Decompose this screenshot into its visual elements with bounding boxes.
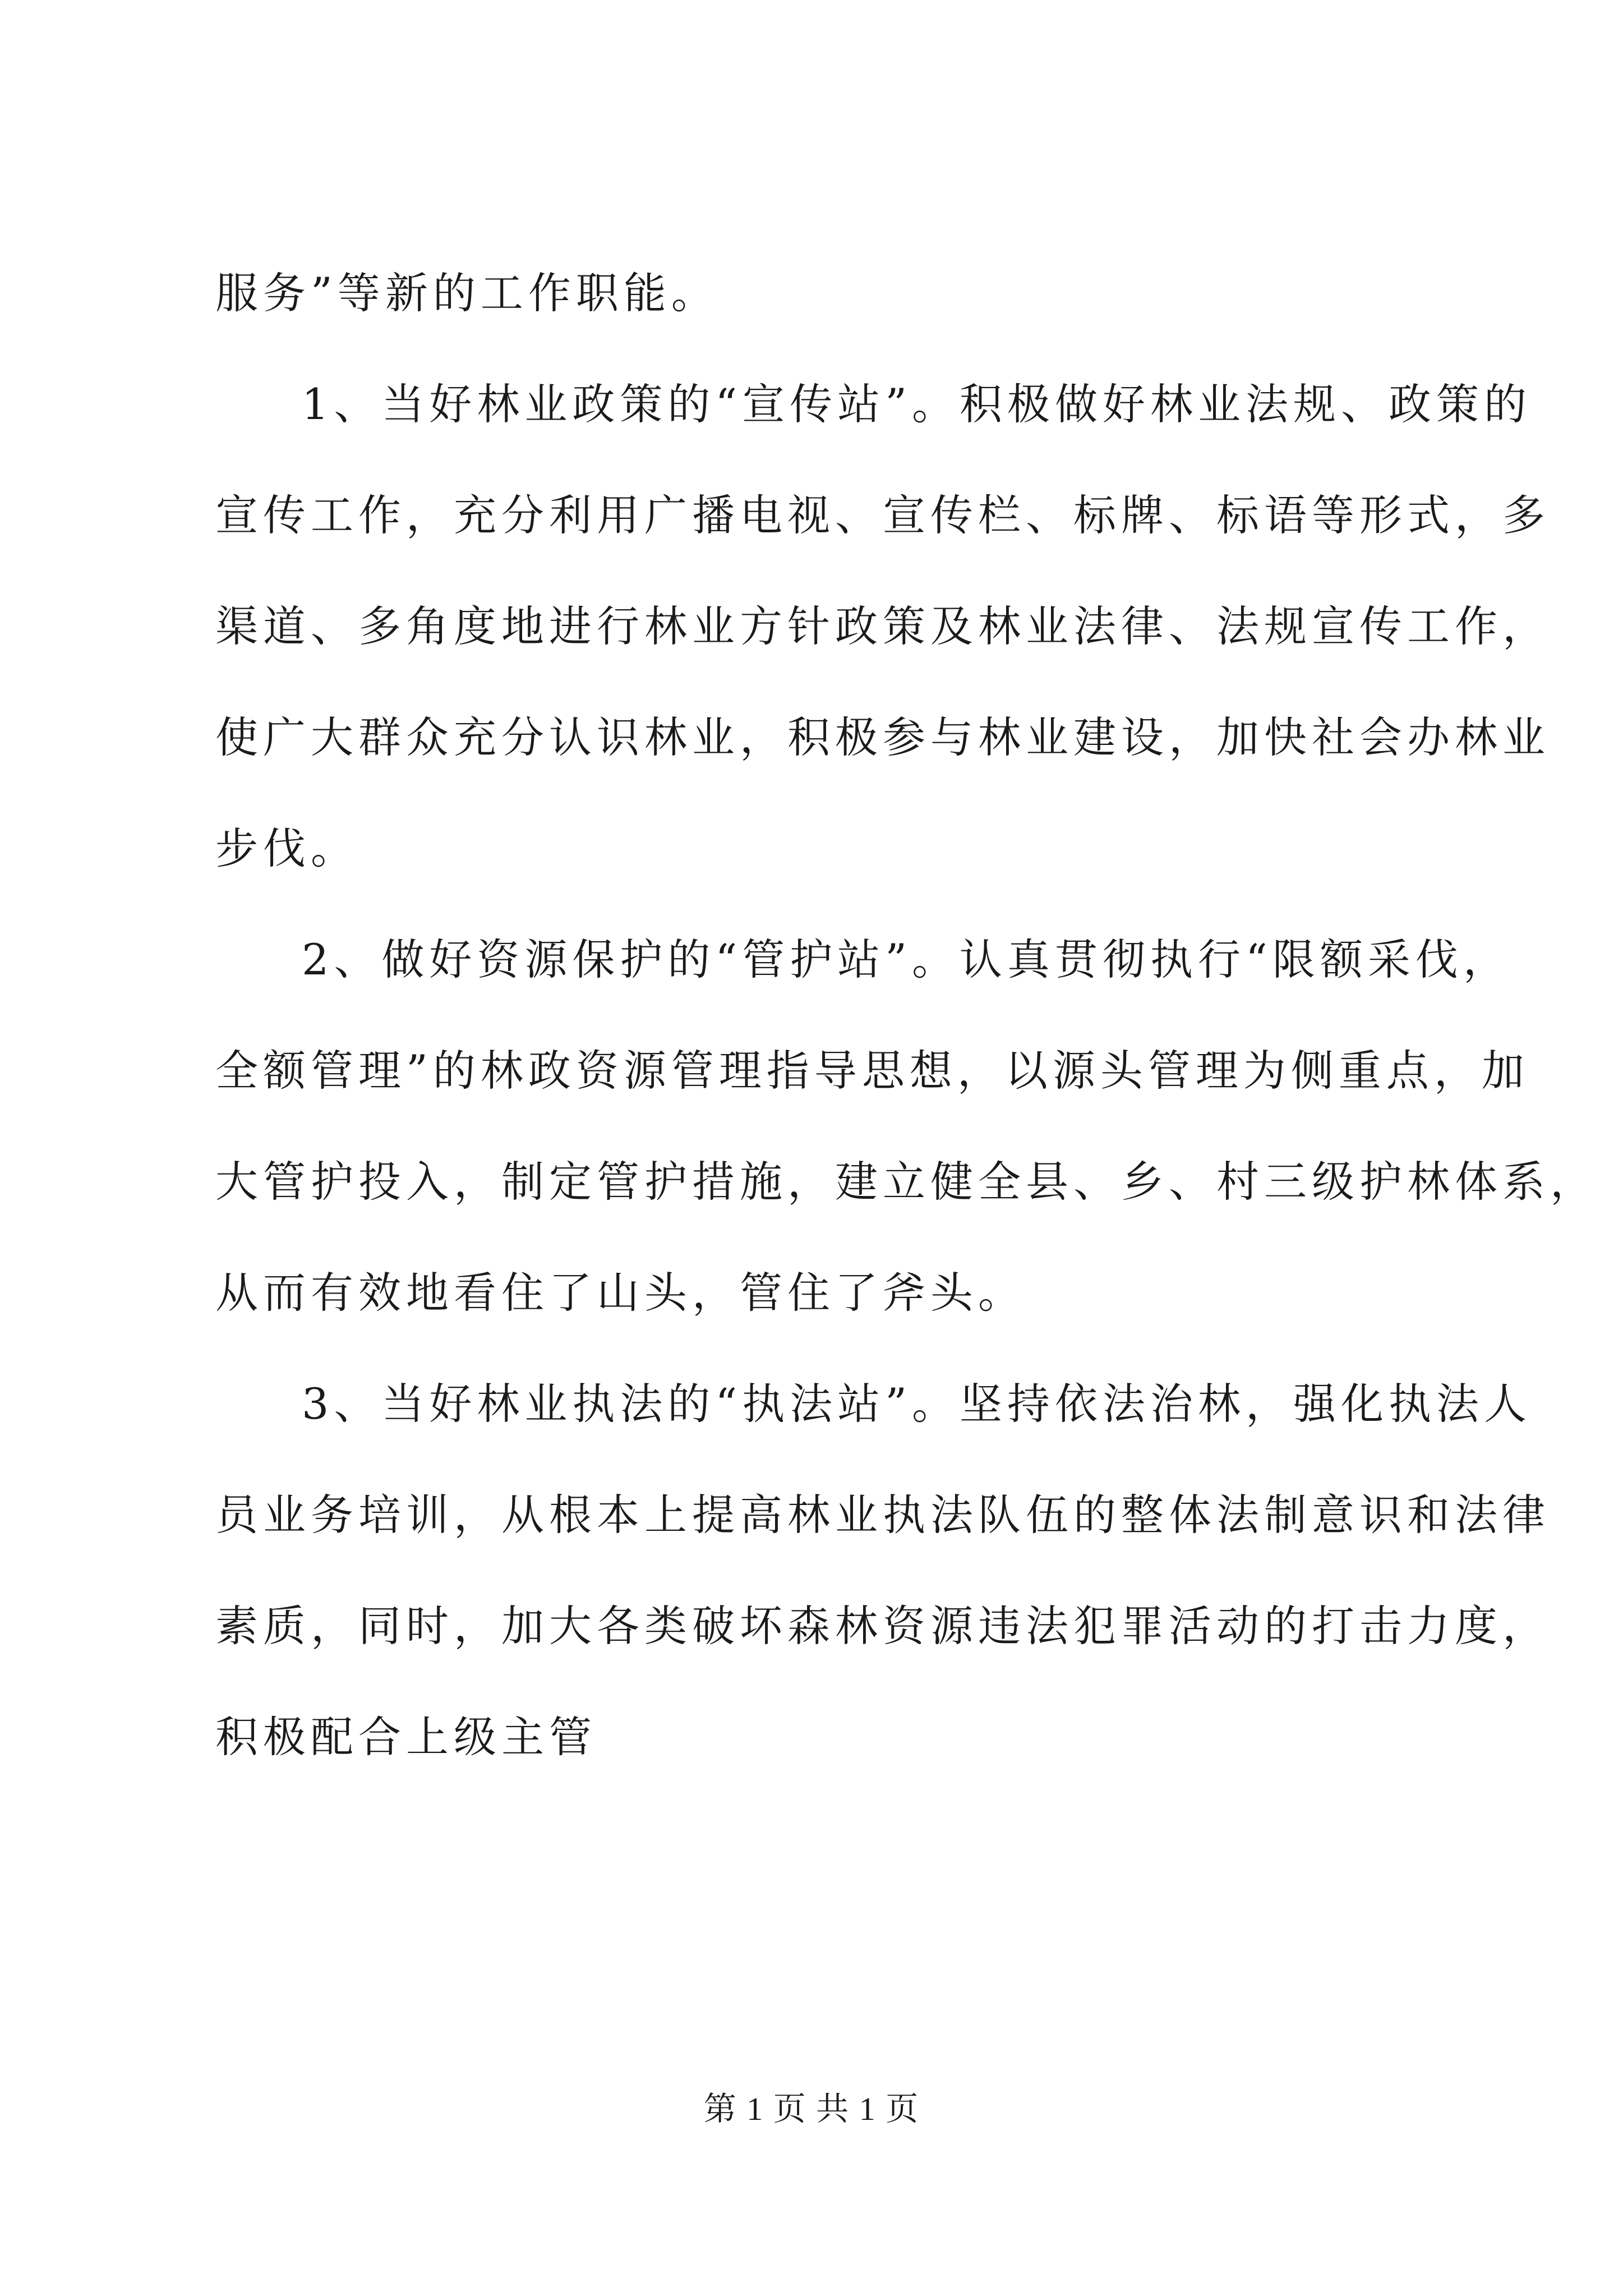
text-line: 积极配合上级主管	[215, 1712, 597, 1762]
text-line: 素质，同时，加大各类破坏森林资源违法犯罪活动的打击力度，	[215, 1601, 1550, 1651]
text-line: 使广大群众充分认识林业，积极参与林业建设，加快社会办林业	[215, 712, 1550, 762]
page-footer: 第 1 页 共 1 页	[703, 2091, 920, 2127]
paragraph-2-first-line: 2、做好资源保护的“管护站”。认真贯彻执行“限额采伐，	[302, 935, 1511, 984]
text-line: 服务”等新的工作职能。	[215, 268, 719, 318]
paragraph-1-first-line: 1、当好林业政策的“宣传站”。积极做好林业法规、政策的	[302, 379, 1532, 429]
text-line: 大管护投入，制定管护措施，建立健全县、乡、村三级护林体系，	[215, 1157, 1598, 1207]
text-line: 员业务培训，从根本上提高林业执法队伍的整体法制意识和法律	[215, 1490, 1550, 1540]
text-line: 步伐。	[215, 823, 358, 873]
text-line: 宣传工作，充分利用广播电视、宣传栏、标牌、标语等形式，多	[215, 490, 1550, 540]
text-line: 从而有效地看住了山头，管住了斧头。	[215, 1268, 1026, 1318]
paragraph-3-first-line: 3、当好林业执法的“执法站”。坚持依法治林，强化执法人	[302, 1379, 1532, 1429]
text-line: 全额管理”的林政资源管理指导思想，以源头管理为侧重点，加	[215, 1046, 1529, 1096]
text-line: 渠道、多角度地进行林业方针政策及林业法律、法规宣传工作，	[215, 601, 1550, 651]
